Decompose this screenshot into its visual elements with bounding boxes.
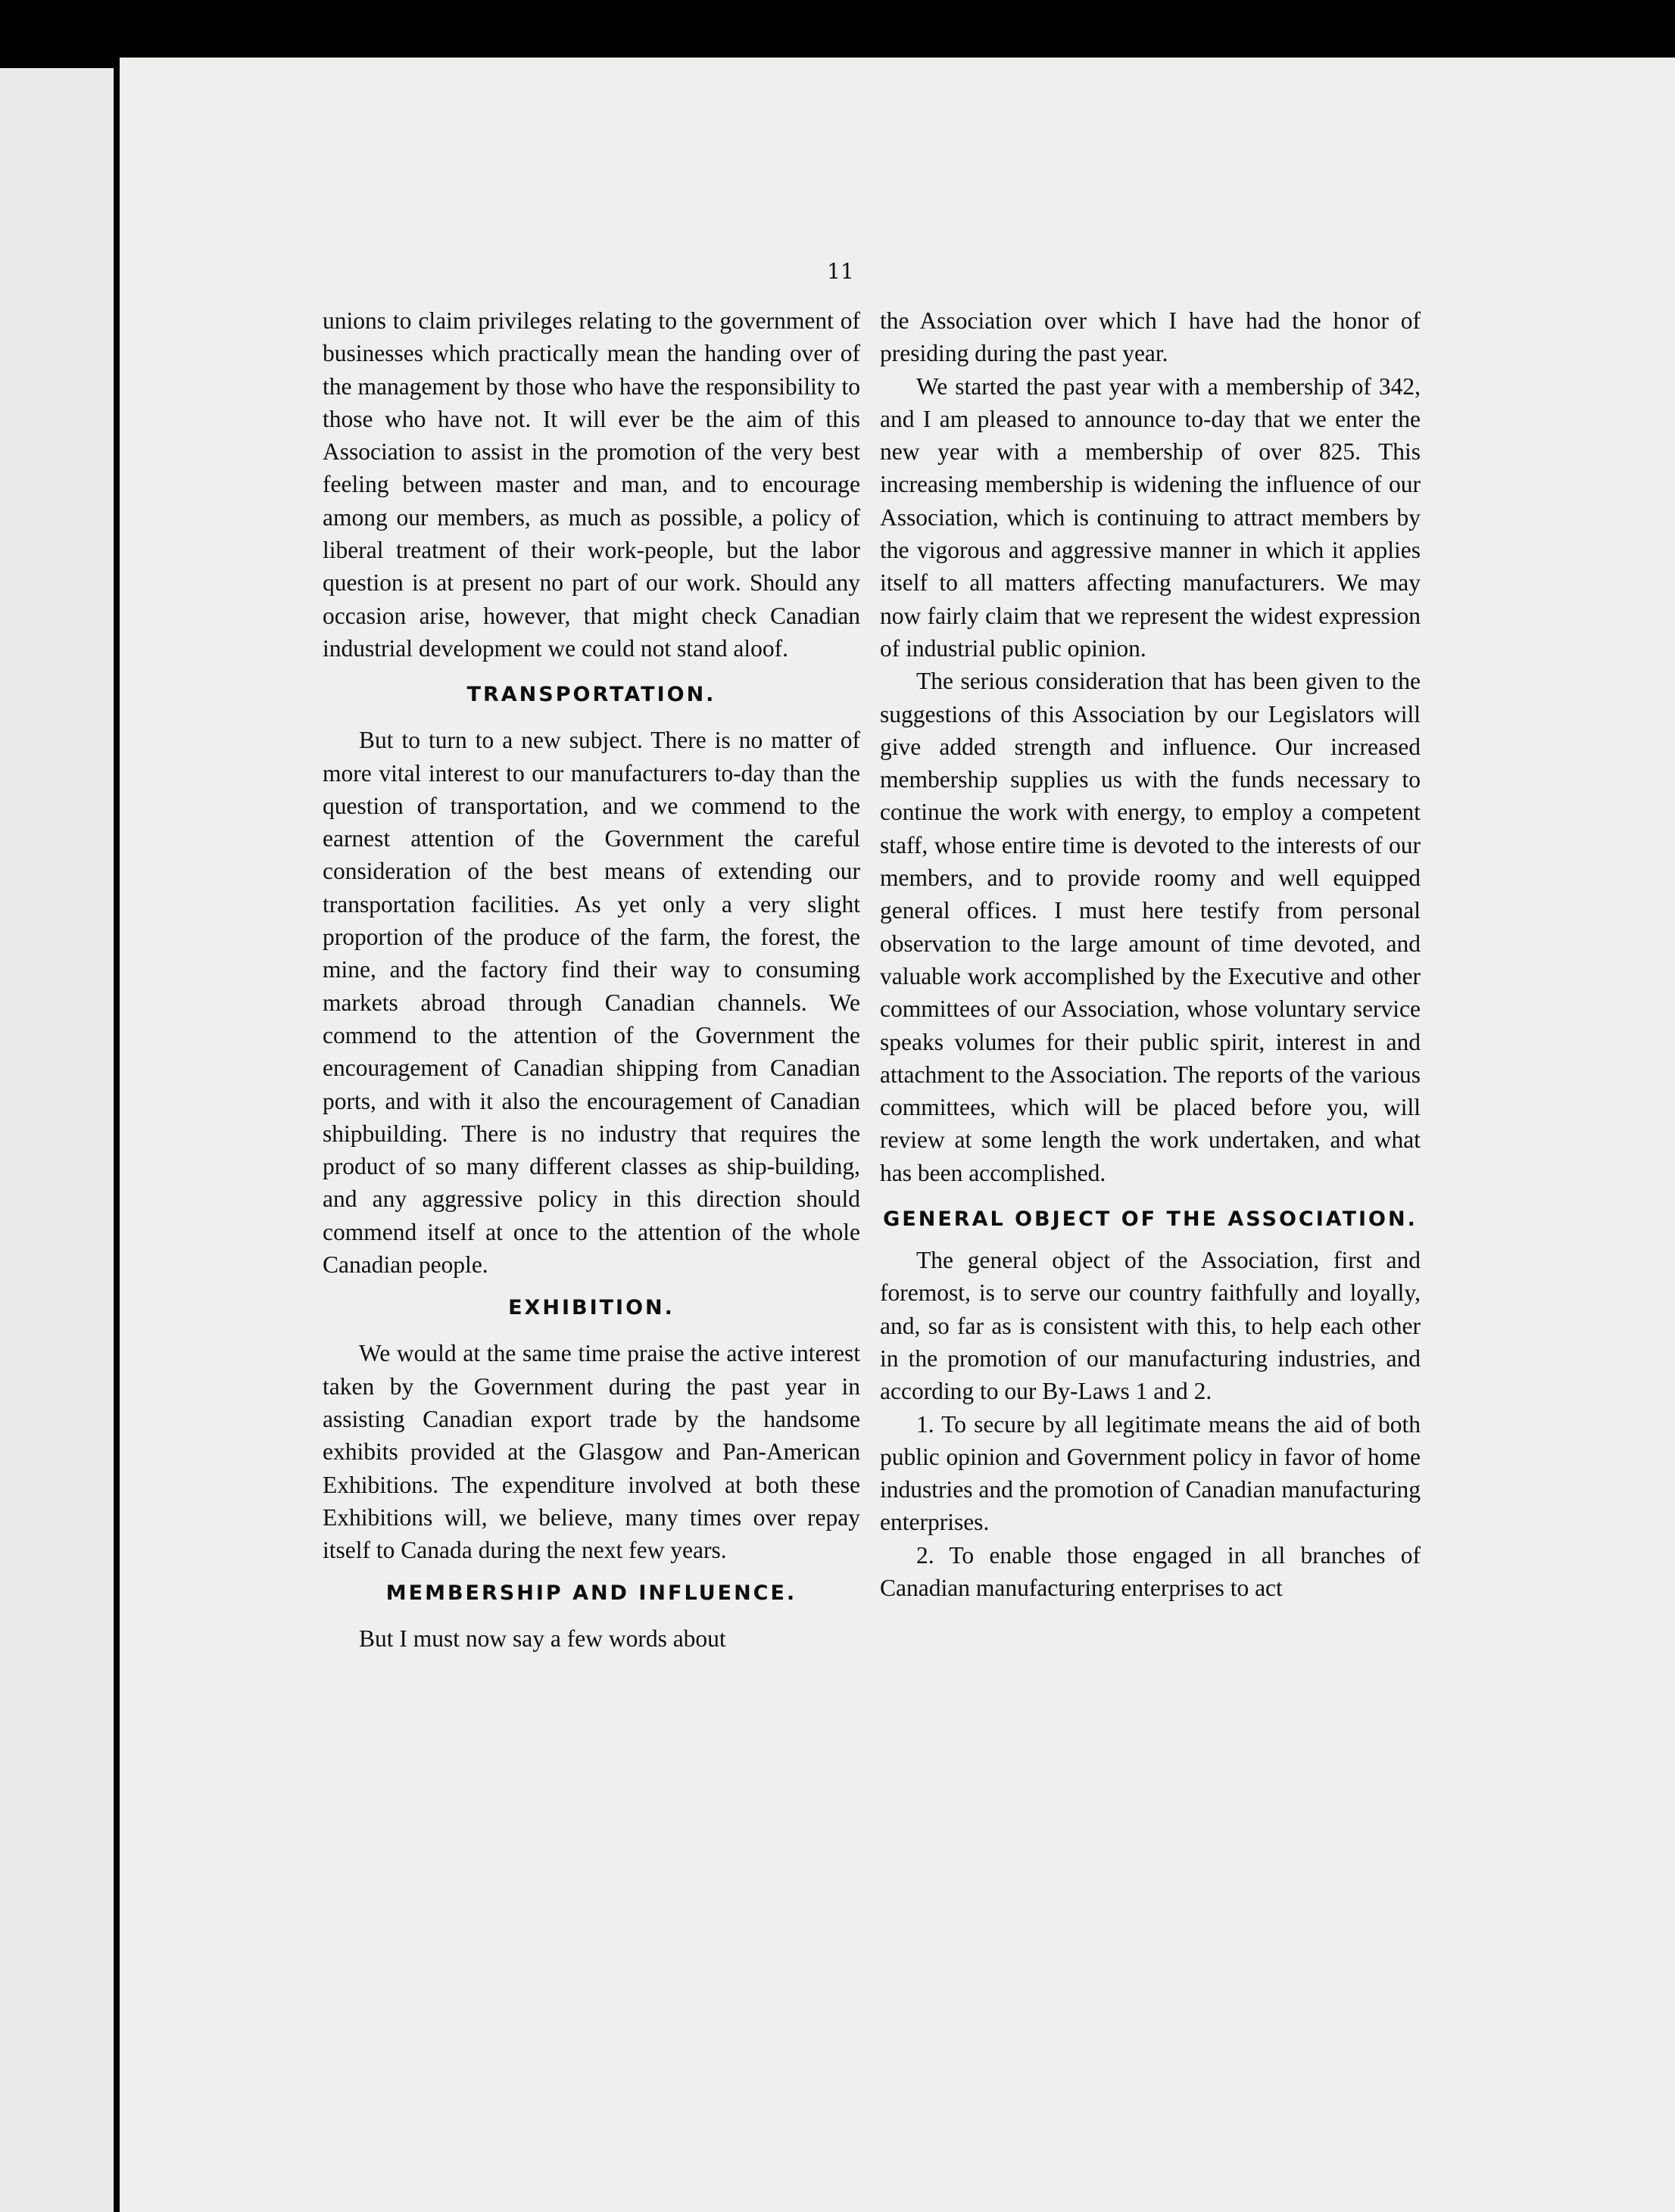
- paragraph-labor: unions to claim privileges relating to the government of businesses which practically mean the handing over of the management by those who have the responsibility to those who have not. It will ever be the aim of this Association to assist in the promotion of the very best feeling between master and man, and to encourage among our members, as much as possible, a policy of liberal treatment of their work-people, but the labor question is at present no part of our work. Should any occasion arise, however, that might check Canadian industrial development we could not stand aloof.: [323, 307, 860, 662]
- heading-general-object: GENERAL OBJECT OF THE ASSOCIATION.: [883, 1207, 1418, 1232]
- heading-transportation: TRANSPORTATION.: [466, 683, 716, 707]
- facing-page-edge: [0, 68, 114, 2212]
- left-column: [323, 304, 860, 1656]
- heading-exhibition: EXHIBITION.: [508, 1296, 675, 1320]
- paragraph-consideration: The serious consideration that has been given to the suggestions of this Association by our Legislators will give added strength and influence. Our increased membership supplies us with the funds necessary to continue the work with energy, to employ a competent staff, whose entire time is devoted to the interests of our members, and to provide roomy and well equipped general offices. I must here testify from personal observation to the large amount of time devoted, and valuable work accomplished by the Executive and other committees of our Association, whose voluntary service speaks volumes for their public spirit, interest in and attachment to the Association. The reports of the various committees, which will be placed before you, will review at some length the work undertaken, and what has been accomplished.: [880, 668, 1421, 1186]
- paragraph-transportation: But to turn to a new subject. There is no matter of more vital interest to our manufacturers to-day than the question of transportation, and we commend to the earnest attention of the Government the careful consideration of the best means of extending our transportation facilities. As yet only a very slight proportion of the produce of the farm, the forest, the mine, and the factory find their way to consuming markets abroad through Canadian channels. We commend to the attention of the Government the encouragement of Canadian shipping from Canadian ports, and with it also the encouragement of Canadian shipbuilding. There is no industry that requires the product of so many different classes as ship-building, and any aggressive policy in this direction should commend itself at once to the attention of the whole Canadian people.: [323, 727, 860, 1279]
- paragraph-membership-growth: We started the past year with a membership of 342, and I am pleased to announce to-day that we enter the new year with a membership of over 825. This increasing membership is widening the influence of our Association, which is continuing to attract members by the vigorous and aggressive manner in which it applies itself to all matters affecting manufacturers. We may now fairly claim that we represent the widest expression of industrial public opinion.: [880, 372, 1421, 662]
- paragraph-presiding: the Association over which I have had the honor of presiding during the past year.: [880, 307, 1421, 367]
- paragraph-general-object: The general object of the Association, first and foremost, is to serve our country faithfully and loyally, and, so far as is consistent with this, to help each other in the promotion of our manufacturing industries, and according to our By-Laws 1 and 2.: [880, 1247, 1421, 1405]
- heading-membership: MEMBERSHIP AND INFLUENCE.: [385, 1581, 797, 1606]
- paragraph-bylaw-2: 2. To enable those engaged in all branches of Canadian manufacturing enterprises to act: [880, 1541, 1421, 1601]
- paragraph-bylaw-1: 1. To secure by all legitimate means the aid of both public opinion and Government policy in favor of home industries and the promotion of Canadian manufacturing enterprises.: [880, 1410, 1421, 1536]
- right-column: [880, 304, 1421, 1604]
- paragraph-exhibition: We would at the same time praise the active interest taken by the Government during the past year in assisting Canadian export trade by the handsome exhibits provided at the Glasgow and Pan-American Exhibitions. The expenditure involved at both these Exhibitions will, we believe, many times over repay itself to Canada during the next few years.: [323, 1340, 860, 1564]
- paragraph-membership-intro: But I must now say a few words about: [359, 1625, 726, 1653]
- page-number: 11: [827, 259, 854, 284]
